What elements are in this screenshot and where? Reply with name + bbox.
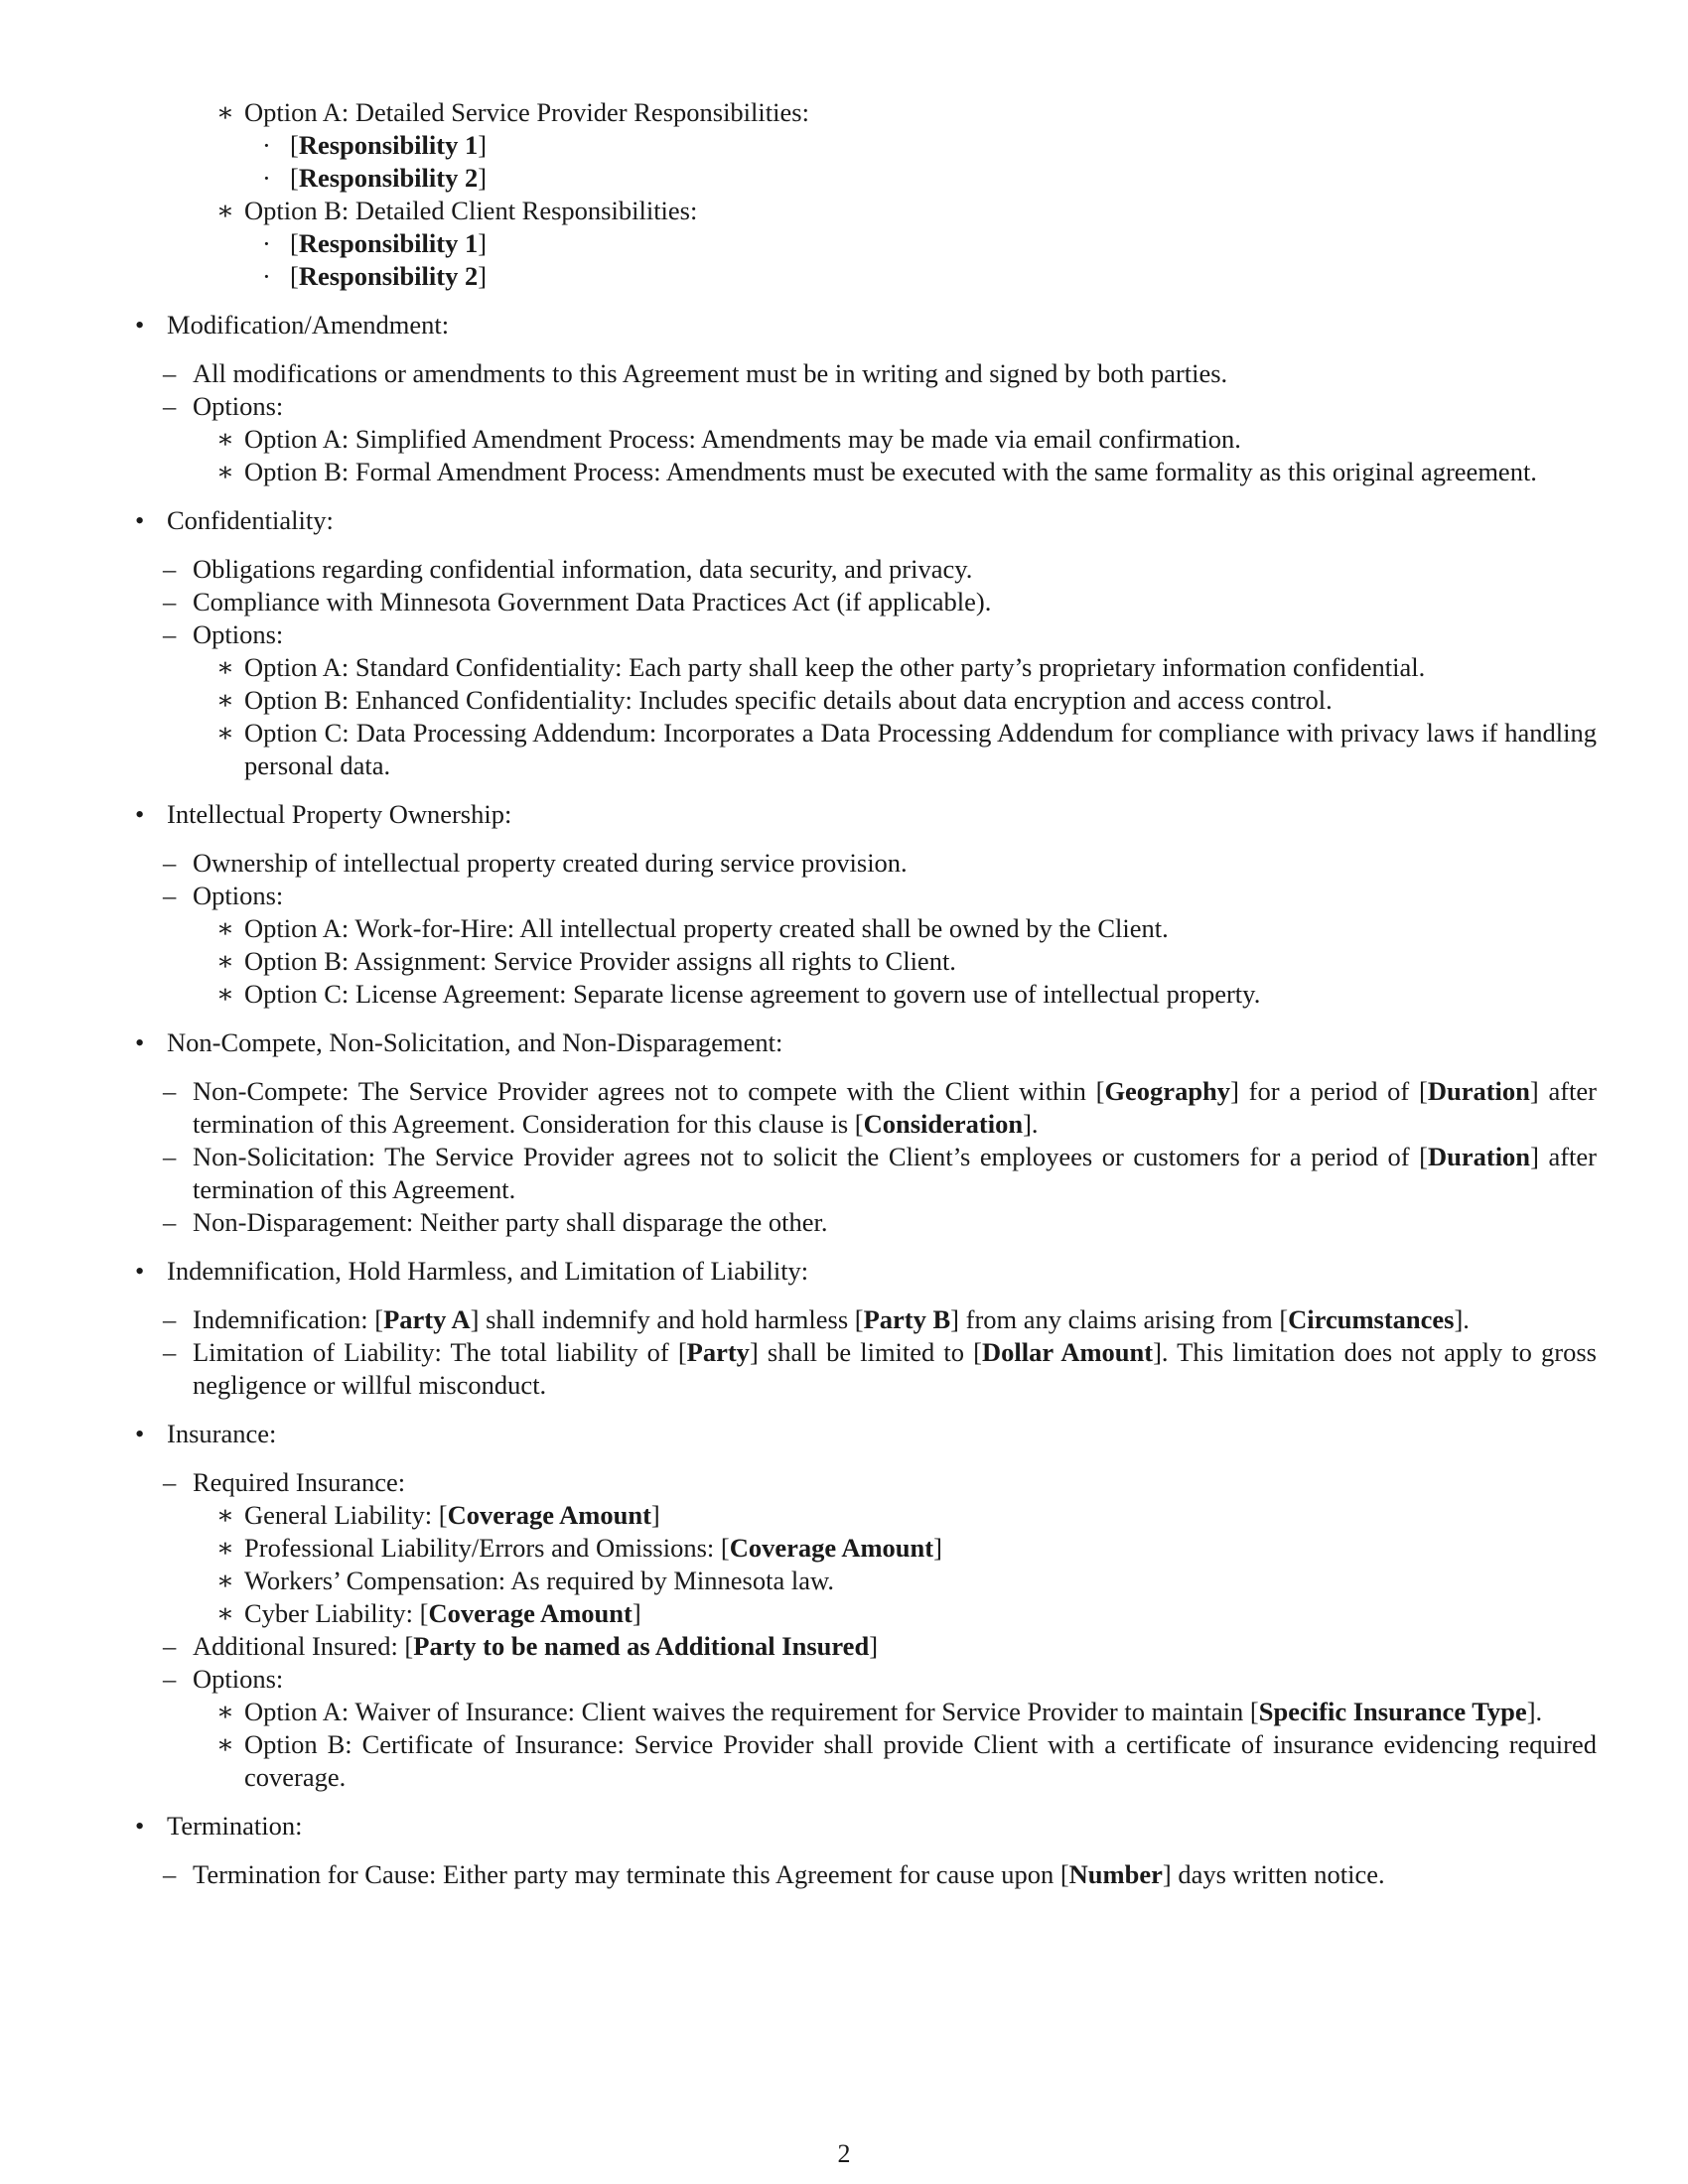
section-indemnification — [131, 1255, 1597, 1402]
asterisk-bullet-icon: ∗ — [216, 457, 235, 486]
list-item: – Termination for Cause: Either party may terminate this Agreement for cause upon [Number] days written notice. — [163, 1859, 1385, 1889]
section-heading: Indemnification, Hold Harmless, and Limitation of Liability: — [167, 1256, 809, 1286]
dot-bullet-icon: · — [262, 228, 271, 258]
dash-bullet-icon: – — [163, 358, 177, 388]
dot-bullet-icon: · — [262, 163, 271, 193]
list-item: ∗ Cyber Liability: [Coverage Amount] — [216, 1598, 641, 1628]
dash-bullet-icon: – — [163, 1076, 177, 1106]
asterisk-bullet-icon: ∗ — [216, 979, 235, 1009]
asterisk-bullet-icon: ∗ — [216, 97, 235, 127]
asterisk-bullet-icon: ∗ — [216, 1500, 235, 1530]
list-item: – Required Insurance: ∗ General Liability: [Coverage Amount] ∗ Professional Liability/Errors and Omissions: [Coverage Amount] ∗ Workers’ Compensation: As required by Minnesota law. ∗ Cyber Liability: [Coverage Amount] — [193, 1466, 1597, 1630]
list-item: ∗ Option A: Work-for-Hire: All intellectual property created shall be owned by the Client. — [216, 913, 1169, 943]
section-heading: Termination: — [167, 1811, 303, 1841]
list-item: – Obligations regarding confidential information, data security, and privacy. — [163, 554, 973, 584]
asterisk-bullet-icon: ∗ — [216, 1533, 235, 1563]
section-heading: Insurance: — [167, 1419, 277, 1448]
asterisk-bullet-icon: ∗ — [216, 196, 235, 225]
list-item: · [Responsibility 1] — [262, 228, 488, 258]
list-item: – Limitation of Liability: The total liability of [Party] shall be limited to [Dollar Amount]. This limitation does not apply to gross negligence or willful misconduct. — [163, 1337, 1597, 1400]
bullet-icon: • — [135, 505, 145, 535]
list-item: – Non-Solicitation: The Service Provider agrees not to solicit the Client’s employees or customers for a period of [Duration] after termination of this Agreement. — [163, 1142, 1597, 1204]
asterisk-bullet-icon: ∗ — [216, 1598, 235, 1628]
list-item: ∗ Option B: Enhanced Confidentiality: Includes specific details about data encryption and access control. — [216, 685, 1333, 715]
responsibilities-continuation — [131, 96, 1597, 293]
asterisk-bullet-icon: ∗ — [216, 913, 235, 943]
list-item: ∗ Option B: Formal Amendment Process: Amendments must be executed with the same formality as this original agreement. — [216, 457, 1537, 486]
dash-bullet-icon: – — [163, 1467, 177, 1497]
list-item: – Additional Insured: [Party to be named as Additional Insured] — [163, 1631, 879, 1661]
list-item: ∗ Option B: Certificate of Insurance: Service Provider shall provide Client with a certificate of insurance evidencing required coverage. — [216, 1729, 1597, 1792]
list-item: – Options: ∗ Option A: Work-for-Hire: All intellectual property created shall be owned by the Client. ∗ Option B: Assignment: Service Provider assigns all rights to Client. ∗ Option C: License Agreement: Separate license agreement to govern use of intellectual property. — [193, 880, 1597, 1011]
section-insurance — [131, 1418, 1597, 1794]
list-item: – Ownership of intellectual property created during service provision. — [163, 848, 908, 878]
list-item: ∗ Option A: Waiver of Insurance: Client waives the requirement for Service Provider to maintain [Specific Insurance Type]. — [216, 1697, 1543, 1726]
dot-bullet-icon: · — [262, 261, 271, 291]
section-heading: Intellectual Property Ownership: — [167, 799, 512, 829]
dash-bullet-icon: – — [163, 391, 177, 421]
continuation-list — [131, 96, 1597, 1891]
dash-bullet-icon: – — [163, 881, 177, 910]
list-item: – Options: ∗ Option A: Simplified Amendment Process: Amendments may be made via email confirmation. ∗ Option B: Formal Amendment Process: Amendments must be executed with the same formality as this original agreement. — [193, 390, 1597, 488]
dash-bullet-icon: – — [163, 619, 177, 649]
list-item: ∗ Option C: License Agreement: Separate license agreement to govern use of intellectual property. — [216, 979, 1261, 1009]
list-item: · [Responsibility 1] — [262, 130, 488, 160]
list-item: ∗ General Liability: [Coverage Amount] — [216, 1500, 660, 1530]
section-heading: Modification/Amendment: — [167, 310, 450, 340]
list-item: – Non-Compete: The Service Provider agrees not to compete with the Client within [Geography] for a period of [Duration] after termination of this Agreement. Consideration for this clause is [Consideration]. — [163, 1076, 1597, 1139]
page-number: 2 — [837, 2139, 851, 2168]
list-item: ∗ Option C: Data Processing Addendum: Incorporates a Data Processing Addendum for compliance with privacy laws if handling personal data. — [216, 718, 1597, 780]
dash-bullet-icon: – — [163, 1337, 177, 1367]
bullet-icon: • — [135, 1419, 145, 1448]
list-item: · [Responsibility 2] — [262, 163, 488, 193]
dash-bullet-icon: – — [163, 1207, 177, 1237]
dot-bullet-icon: · — [262, 130, 271, 160]
bullet-icon: • — [135, 799, 145, 829]
section-heading: Confidentiality: — [167, 505, 334, 535]
bullet-icon: • — [135, 1027, 145, 1057]
list-item: ∗ Professional Liability/Errors and Omissions: [Coverage Amount] — [216, 1533, 942, 1563]
dash-bullet-icon: – — [163, 1664, 177, 1694]
bullet-icon: • — [135, 310, 145, 340]
section-confidentiality — [131, 504, 1597, 782]
dash-bullet-icon: – — [163, 1304, 177, 1334]
section-intellectual-property — [131, 798, 1597, 1011]
list-item: – Options: ∗ Option A: Standard Confidentiality: Each party shall keep the other party’s proprietary information confidential. ∗ Option B: Enhanced Confidentiality: Includes specific details about data encryption and access control. ∗ Option C: Data Processing Addendum: Incorporates a Data Processing Addendum for compliance with privacy laws if handling personal data. — [163, 619, 1597, 780]
responsibility-options — [193, 96, 1597, 293]
section-heading: Non-Compete, Non-Solicitation, and Non-Disparagement: — [167, 1027, 783, 1057]
dash-bullet-icon: – — [163, 1859, 177, 1889]
dash-bullet-icon: – — [163, 587, 177, 616]
list-item: – Options: ∗ Option A: Waiver of Insurance: Client waives the requirement for Service Provider to maintain [Specific Insurance Type]. ∗ Option B: Certificate of Insurance: Service Provider shall provide Client with a certificate of insurance evidencing required coverage. — [163, 1664, 1597, 1792]
asterisk-bullet-icon: ∗ — [216, 1697, 235, 1726]
list-item: ∗ Option B: Detailed Client Responsibilities: · [Responsibility 1] · [Responsibility 2] — [244, 195, 1597, 293]
section-modification — [131, 309, 1597, 488]
dash-bullet-icon: – — [163, 554, 177, 584]
list-item: – Compliance with Minnesota Government Data Practices Act (if applicable). — [163, 587, 992, 616]
list-item: ∗ Option A: Simplified Amendment Process: Amendments may be made via email confirmation. — [216, 424, 1241, 454]
list-item: ∗ Option B: Assignment: Service Provider assigns all rights to Client. — [216, 946, 956, 976]
bullet-icon: • — [135, 1256, 145, 1286]
asterisk-bullet-icon: ∗ — [216, 946, 235, 976]
list-item: ∗ Option A: Detailed Service Provider Responsibilities: · [Responsibility 1] · [Responsibility 2] — [244, 96, 1597, 195]
bullet-icon: • — [135, 1811, 145, 1841]
list-item: ∗ Option A: Standard Confidentiality: Each party shall keep the other party’s proprietary information confidential. — [216, 652, 1426, 682]
asterisk-bullet-icon: ∗ — [216, 424, 235, 454]
list-item: – Indemnification: [Party A] shall indemnify and hold harmless [Party B] from any claims arising from [Circumstances]. — [163, 1304, 1470, 1334]
dash-bullet-icon: – — [163, 848, 177, 878]
list-item: ∗ Workers’ Compensation: As required by Minnesota law. — [216, 1566, 834, 1595]
list-item: · [Responsibility 2] — [262, 261, 488, 291]
asterisk-bullet-icon: ∗ — [216, 1729, 235, 1759]
asterisk-bullet-icon: ∗ — [216, 1566, 235, 1595]
list-item: – All modifications or amendments to this Agreement must be in writing and signed by both parties. — [163, 358, 1228, 388]
asterisk-bullet-icon: ∗ — [216, 718, 235, 748]
dash-bullet-icon: – — [163, 1631, 177, 1661]
document-body — [131, 96, 1597, 1907]
asterisk-bullet-icon: ∗ — [216, 685, 235, 715]
dash-bullet-icon: – — [163, 1142, 177, 1171]
list-item: – Non-Disparagement: Neither party shall disparage the other. — [163, 1207, 828, 1237]
asterisk-bullet-icon: ∗ — [216, 652, 235, 682]
section-non-compete — [131, 1026, 1597, 1239]
section-termination — [131, 1810, 1597, 1891]
